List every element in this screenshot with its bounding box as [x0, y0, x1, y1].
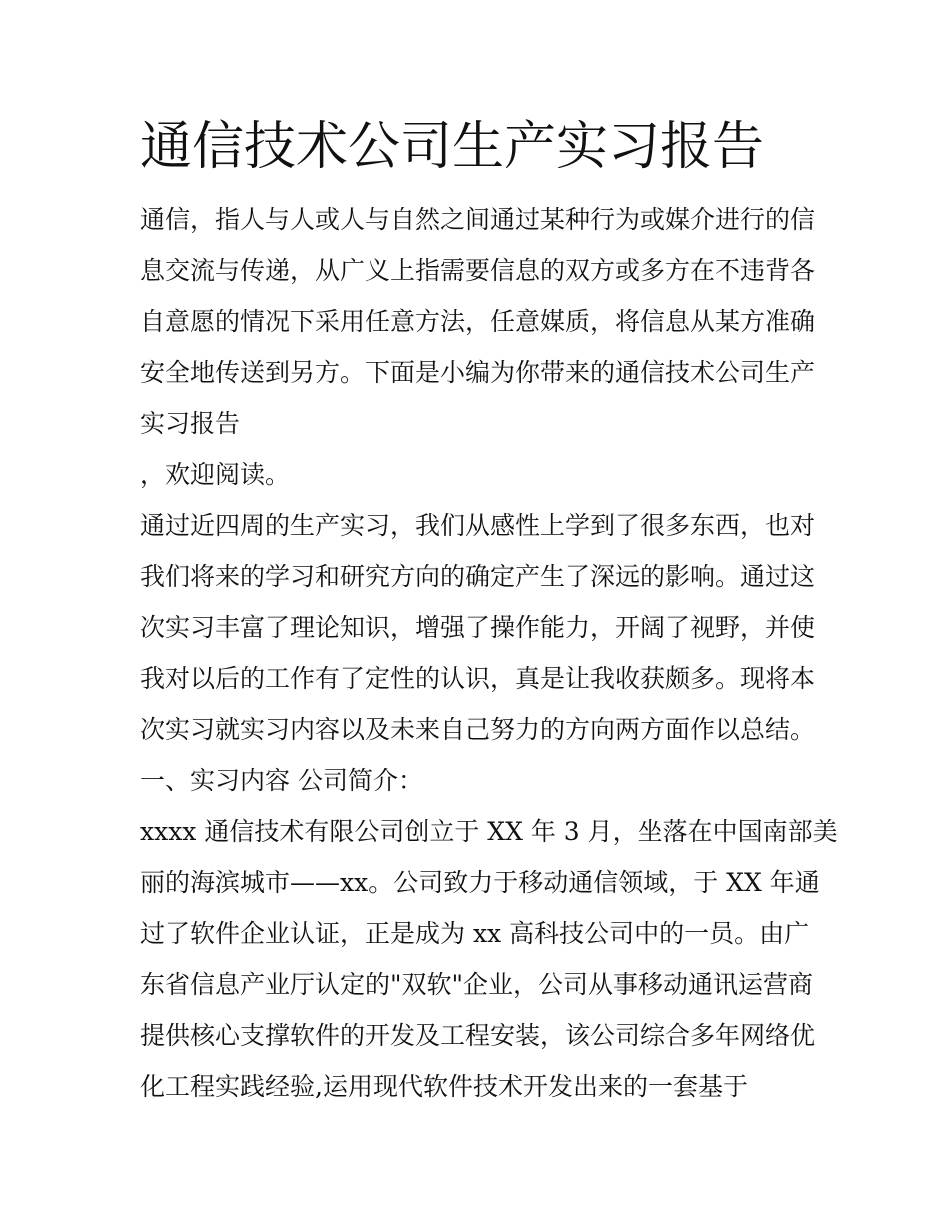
text-line: xxxx 通信技术有限公司创立于 XX 年 3 月，坐落在中国南部美 [140, 817, 838, 846]
text-line: 我对以后的工作有了定性的认识，真是让我收获颇多。现将本 [140, 664, 816, 693]
text-line: 东省信息产业厅认定的"双软"企业，公司从事移动通讯运营商 [140, 970, 814, 999]
text-line: 安全地传送到另方。下面是小编为你带来的通信技术公司生产 [140, 358, 816, 387]
text-line: 丽的海滨城市——xx。公司致力于移动通信领域，于 XX 年通 [140, 868, 820, 897]
text-line: 过了软件企业认证，正是成为 xx 高科技公司中的一员。由广 [140, 919, 810, 948]
text-line: 次实习就实习内容以及未来自己努力的方向两方面作以总结。 [140, 715, 816, 744]
document-title: 通信技术公司生产实习报告 [140, 117, 765, 177]
text-line: 通过近四周的生产实习，我们从感性上学到了很多东西，也对 [140, 511, 816, 540]
text-line: 我们将来的学习和研究方向的确定产生了深远的影响。通过这 [140, 562, 816, 591]
text-line: 实习报告 [140, 409, 241, 438]
text-line: 化工程实践经验,运用现代软件技术开发出来的一套基于 [140, 1072, 748, 1101]
text-line: 息交流与传递，从广义上指需要信息的双方或多方在不违背各 [140, 256, 816, 285]
text-line: 自意愿的情况下采用任意方法，任意媒质，将信息从某方准确 [140, 307, 816, 336]
text-line: 提供核心支撑软件的开发及工程安装，该公司综合多年网络优 [140, 1021, 816, 1050]
text-line: ，欢迎阅读。 [140, 460, 291, 489]
text-line: 通信，指人与人或人与自然之间通过某种行为或媒介进行的信 [140, 205, 816, 234]
section-heading: 一、实习内容 公司简介： [140, 766, 423, 795]
text-line: 次实习丰富了理论知识，增强了操作能力，开阔了视野，并使 [140, 613, 816, 642]
